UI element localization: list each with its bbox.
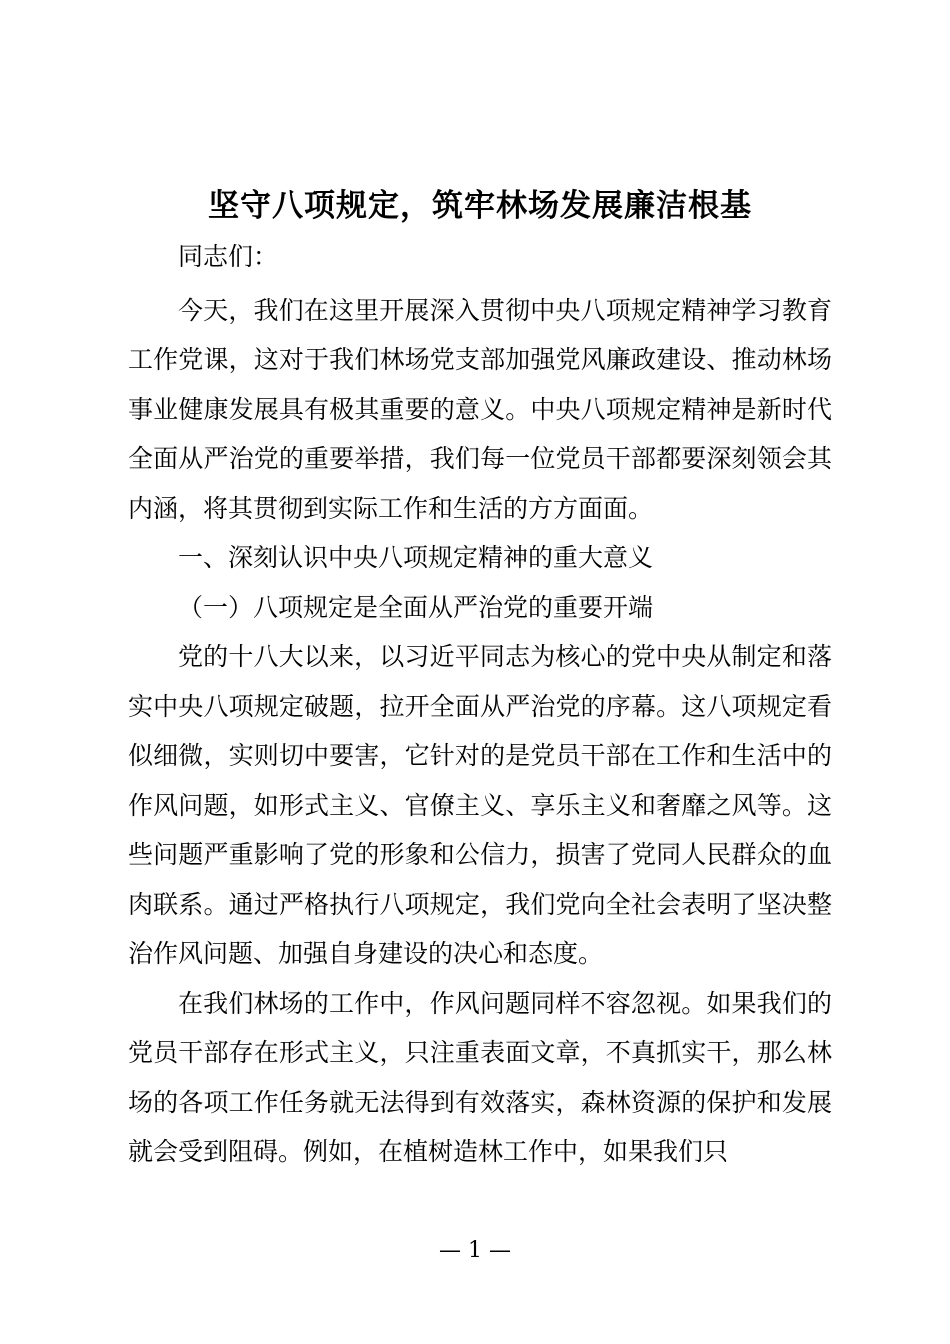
paragraph-background: 党的十八大以来，以习近平同志为核心的党中央从制定和落实中央八项规定破题，拉开全面从严治党的序幕。这八项规定看似细微，实则切中要害，它针对的是党员干部在工作和生活中的作风问题，如形式主义、官僚主义、享乐主义和奢靡之风等。这些问题严重影响了党的形象和公信力，损害了党同人民群众的血肉联系。通过严格执行八项规定，我们党向全社会表明了坚决整治作风问题、加强自身建设的决心和态度。 xyxy=(128,642,832,968)
subsection-heading: （一）八项规定是全面从严治党的重要开端 xyxy=(178,592,654,622)
section-heading: 一、深刻认识中央八项规定精神的重大意义 xyxy=(178,543,654,572)
greeting: 同志们： xyxy=(178,242,279,271)
paragraph-intro: 今天，我们在这里开展深入贯彻中央八项规定精神学习教育工作党课，这对于我们林场党支部加强党风廉政建设、推动林场事业健康发展具有极其重要的意义。中央八项规定精神是新时代全面从严治党的重要举措，我们每一位党员干部都要深刻领会其内涵，将其贯彻到实际工作和生活的方方面面。 xyxy=(128,295,832,523)
page-number: — 1 — xyxy=(439,1238,511,1263)
document-body xyxy=(128,180,832,1177)
document-title: 坚守八项规定，筑牢林场发展廉洁根基 xyxy=(208,188,752,224)
paragraph-forestry: 在我们林场的工作中，作风问题同样不容忽视。如果我们的党员干部存在形式主义，只注重表面文章，不真抓实干，那么林场的各项工作任务就无法得到有效落实，森林资源的保护和发展就会受到阻碍。例如，在植树造林工作中，如果我们只 xyxy=(128,988,832,1166)
